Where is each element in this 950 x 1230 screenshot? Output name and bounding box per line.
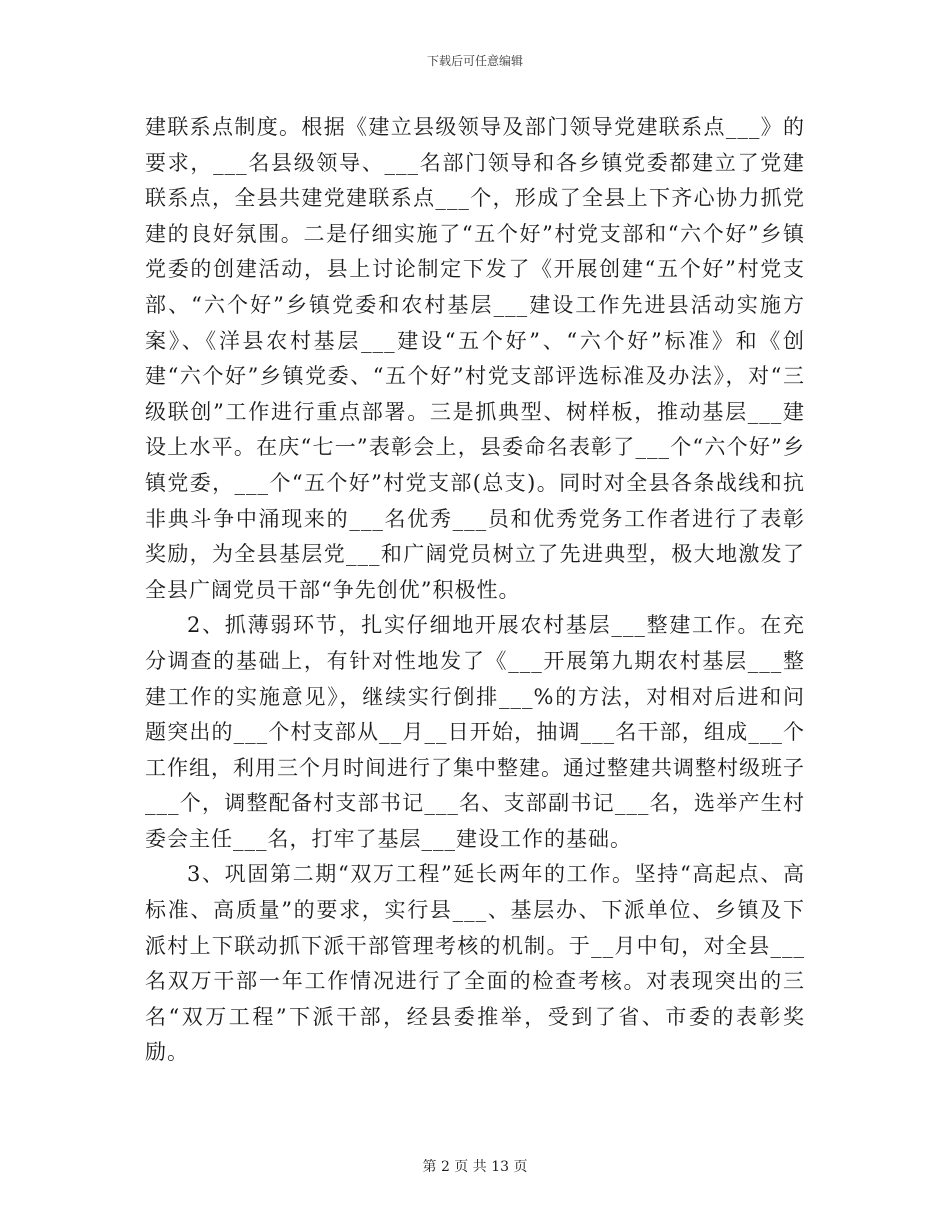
paragraph-3: 3、巩固第二期“双万工程”延长两年的工作。坚持“高起点、高标准、高质量”的要求，实行县___、基层办、下派单位、乡镇及下派村上下联动抓下派干部管理考核的机制。于__月中旬，对全县___名双万干部一年工作情况进行了全面的检查考核。对表现突出的三名“双万工程”下派干部，经县委推举，受到了省、市委的表彰奖励。 bbox=[145, 862, 805, 1065]
page-header: 下载后可任意编辑 bbox=[426, 54, 523, 68]
document-body bbox=[145, 110, 805, 1071]
paragraph-1: 建联系点制度。根据《建立县级领导及部门领导党建联系点___》的要求，___名县级领导、___名部门领导和各乡镇党委都建立了党建联系点，全县共建党建联系点___个，形成了全县上下齐心协力抓党建的良好氛围。二是仔细实施了“五个好”村党支部和“六个好”乡镇党委的创建活动，县上讨论制定下发了《开展创建“五个好”村党支部、“六个好”乡镇党委和农村基层___建设工作先进县活动实施方案》、《洋县农村基层___建设“五个好”、“六个好”标准》和《创建“六个好”乡镇党委、“五个好”村党支部评选标准及办法》，对“三级联创”工作进行重点部署。三是抓典型、树样板，推动基层___建设上水平。在庆“七一”表彰会上，县委命名表彰了___个“六个好”乡镇党委，___个“五个好”村党支部(总支)。同时对全县各条战线和抗非典斗争中涌现来的___名优秀___员和优秀党务工作者进行了表彰奖励，为全县基层党___和广阔党员树立了先进典型，极大地激发了全县广阔党员干部“争先创优”积极性。 bbox=[145, 115, 805, 602]
page-number: 第 2 页 共 13 页 bbox=[422, 1159, 528, 1175]
paragraph-2: 2、抓薄弱环节，扎实仔细地开展农村基层___整建工作。在充分调查的基础上，有针对性地发了《___开展第九期农村基层___整建工作的实施意见》，继续实行倒排___%的方法，对相对后进和问题突出的___个村支部从__月__日开始，抽调___名干部，组成___个工作组，利用三个月时间进行了集中整建。通过整建共调整村级班子___个，调整配备村支部书记___名、支部副书记___名，选举产生村委会主任___名，打牢了基层___建设工作的基础。 bbox=[145, 613, 805, 851]
